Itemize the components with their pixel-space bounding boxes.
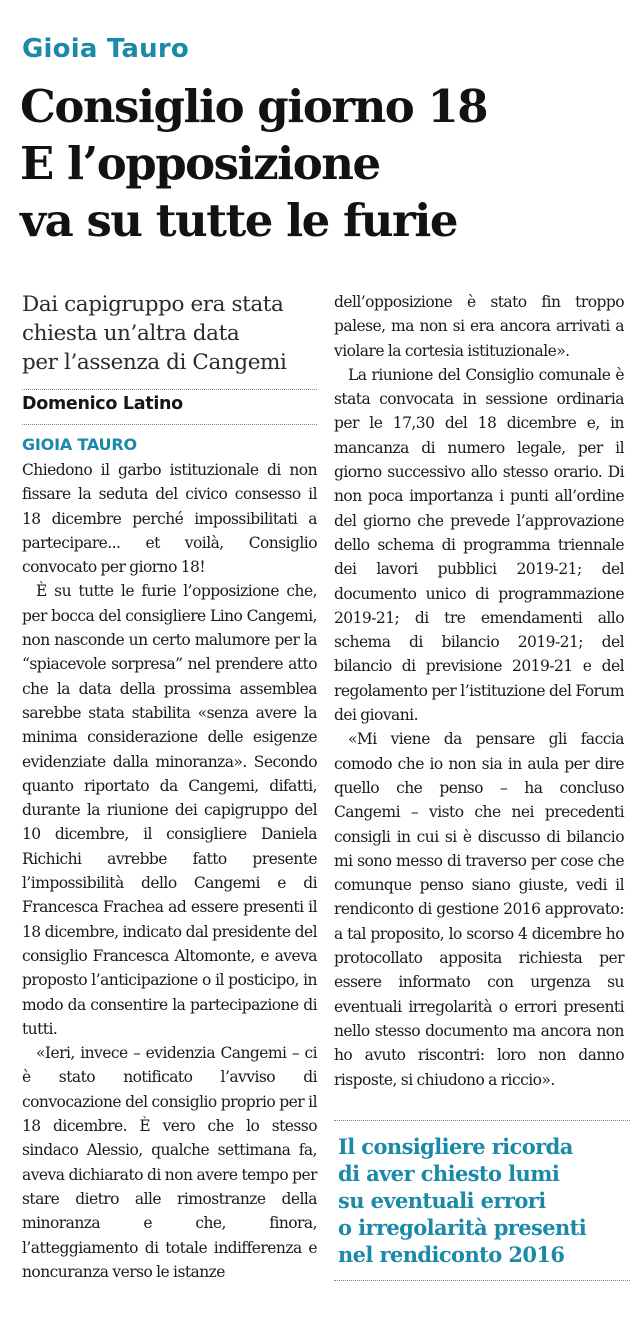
dateline: GIOIA TAURO [22, 435, 137, 454]
right-column [334, 290, 624, 1092]
right-body [334, 290, 624, 1092]
body-paragraph: «Mi viene da pensare gli faccia comodo che io non sia in aula per dire quello che penso – ha concluso Cangemi – visto che nei precedenti consigli in cui si è discusso di bilancio mi sono messo di traverso per cose che comunque penso siano giuste, vedi il rendiconto di gestione 2016 approvato: a tal proposito, lo scorso 4 dicembre ho protocollato apposita richiesta per essere informato con urgenza su eventuali irregolarità o errori presenti nello stesso documento ma ancora non ho avuto riscontri: loro non danno risposte, si chiudono a riccio». [334, 730, 624, 1089]
body-paragraph: dell’opposizione è stato fin troppo palese, ma non si era ancora arrivati a violare la cortesia istituzionale». [334, 293, 624, 360]
body-paragraph: È su tutte le furie l’opposizione che, per bocca del consigliere Lino Cangemi, non nasconde un certo malumore per la “spiacevole sorpresa” nel prendere atto che la data della prossima assemblea sarebbe stata stabilita «senza avere la minima considerazione delle esigenze evidenziate dalla minoranza». Secondo quanto riportato da Cangemi, difatti, durante la riunione dei capigruppo del 10 dicembre, il consigliere Daniela Richichi avrebbe fatto presente l’impossibilità dello Cangemi e di Francesca Frachea ad essere presenti il 18 dicembre, indicato dal presidente del consiglio Francesca Altomonte, e aveva proposto l’anticipazione o il posticipo, in modo da consentire la partecipazione di tutti. [22, 582, 317, 1038]
pull-quote [334, 1120, 630, 1281]
body-paragraph: «Ieri, invece – evidenzia Cangemi – ci è stato notificato l’avviso di convocazione del consiglio proprio per il 18 dicembre. È vero che lo stesso sindaco Alessio, qualche settimana fa, aveva dichiarato di non avere tempo per stare dietro alle rimostranze della minoranza e che, finora, l’atteggiamento di totale indifferenza e noncuranza verso le istanze [22, 1044, 317, 1281]
left-column [22, 290, 317, 1284]
headline-line: E l’opposizione [20, 137, 380, 190]
left-body [22, 458, 317, 1284]
pull-quote-line: nel rendiconto 2016 [338, 1242, 565, 1267]
pull-quote-line: o irregolarità presenti [338, 1215, 587, 1240]
article-headline [20, 78, 630, 249]
pull-quote-line: Il consigliere ricorda [338, 1134, 573, 1159]
headline-line: va su tutte le furie [20, 194, 457, 247]
section-kicker: Gioia Tauro [22, 34, 189, 64]
subtitle-line: chiesta un’altra data [22, 321, 240, 346]
subtitle-line: Dai capigruppo era stata [22, 292, 284, 317]
body-paragraph: La riunione del Consiglio comunale è stata convocata in sessione ordinaria per le 17,30 del 18 dicembre e, in mancanza di numero legale, per il giorno successivo allo stesso orario. Di non poca importanza i punti all’ordine del giorno che prevede l’approvazione dello schema di programma triennale dei lavori pubblici 2019-21; del documento unico di programmazione 2019-21; di tre emendamenti allo schema di bilancio 2019-21; del bilancio di previsione 2019-21 e del regolamento per l’istituzione del Forum dei giovani. [334, 365, 624, 725]
pull-quote-text [338, 1133, 630, 1268]
headline-line: Consiglio giorno 18 [20, 80, 488, 133]
article-subtitle [22, 290, 317, 377]
pull-quote-line: su eventuali errori [338, 1188, 546, 1213]
subtitle-line: per l’assenza di Cangemi [22, 350, 287, 375]
author-byline: Domenico Latino [22, 389, 317, 425]
body-paragraph: Chiedono il garbo istituzionale di non fissare la seduta del civico consesso il 18 dicembre perché impossibilitati a partecipare... et voilà, Consiglio convocato per giorno 18! [22, 461, 317, 577]
pull-quote-line: di aver chiesto lumi [338, 1161, 560, 1186]
